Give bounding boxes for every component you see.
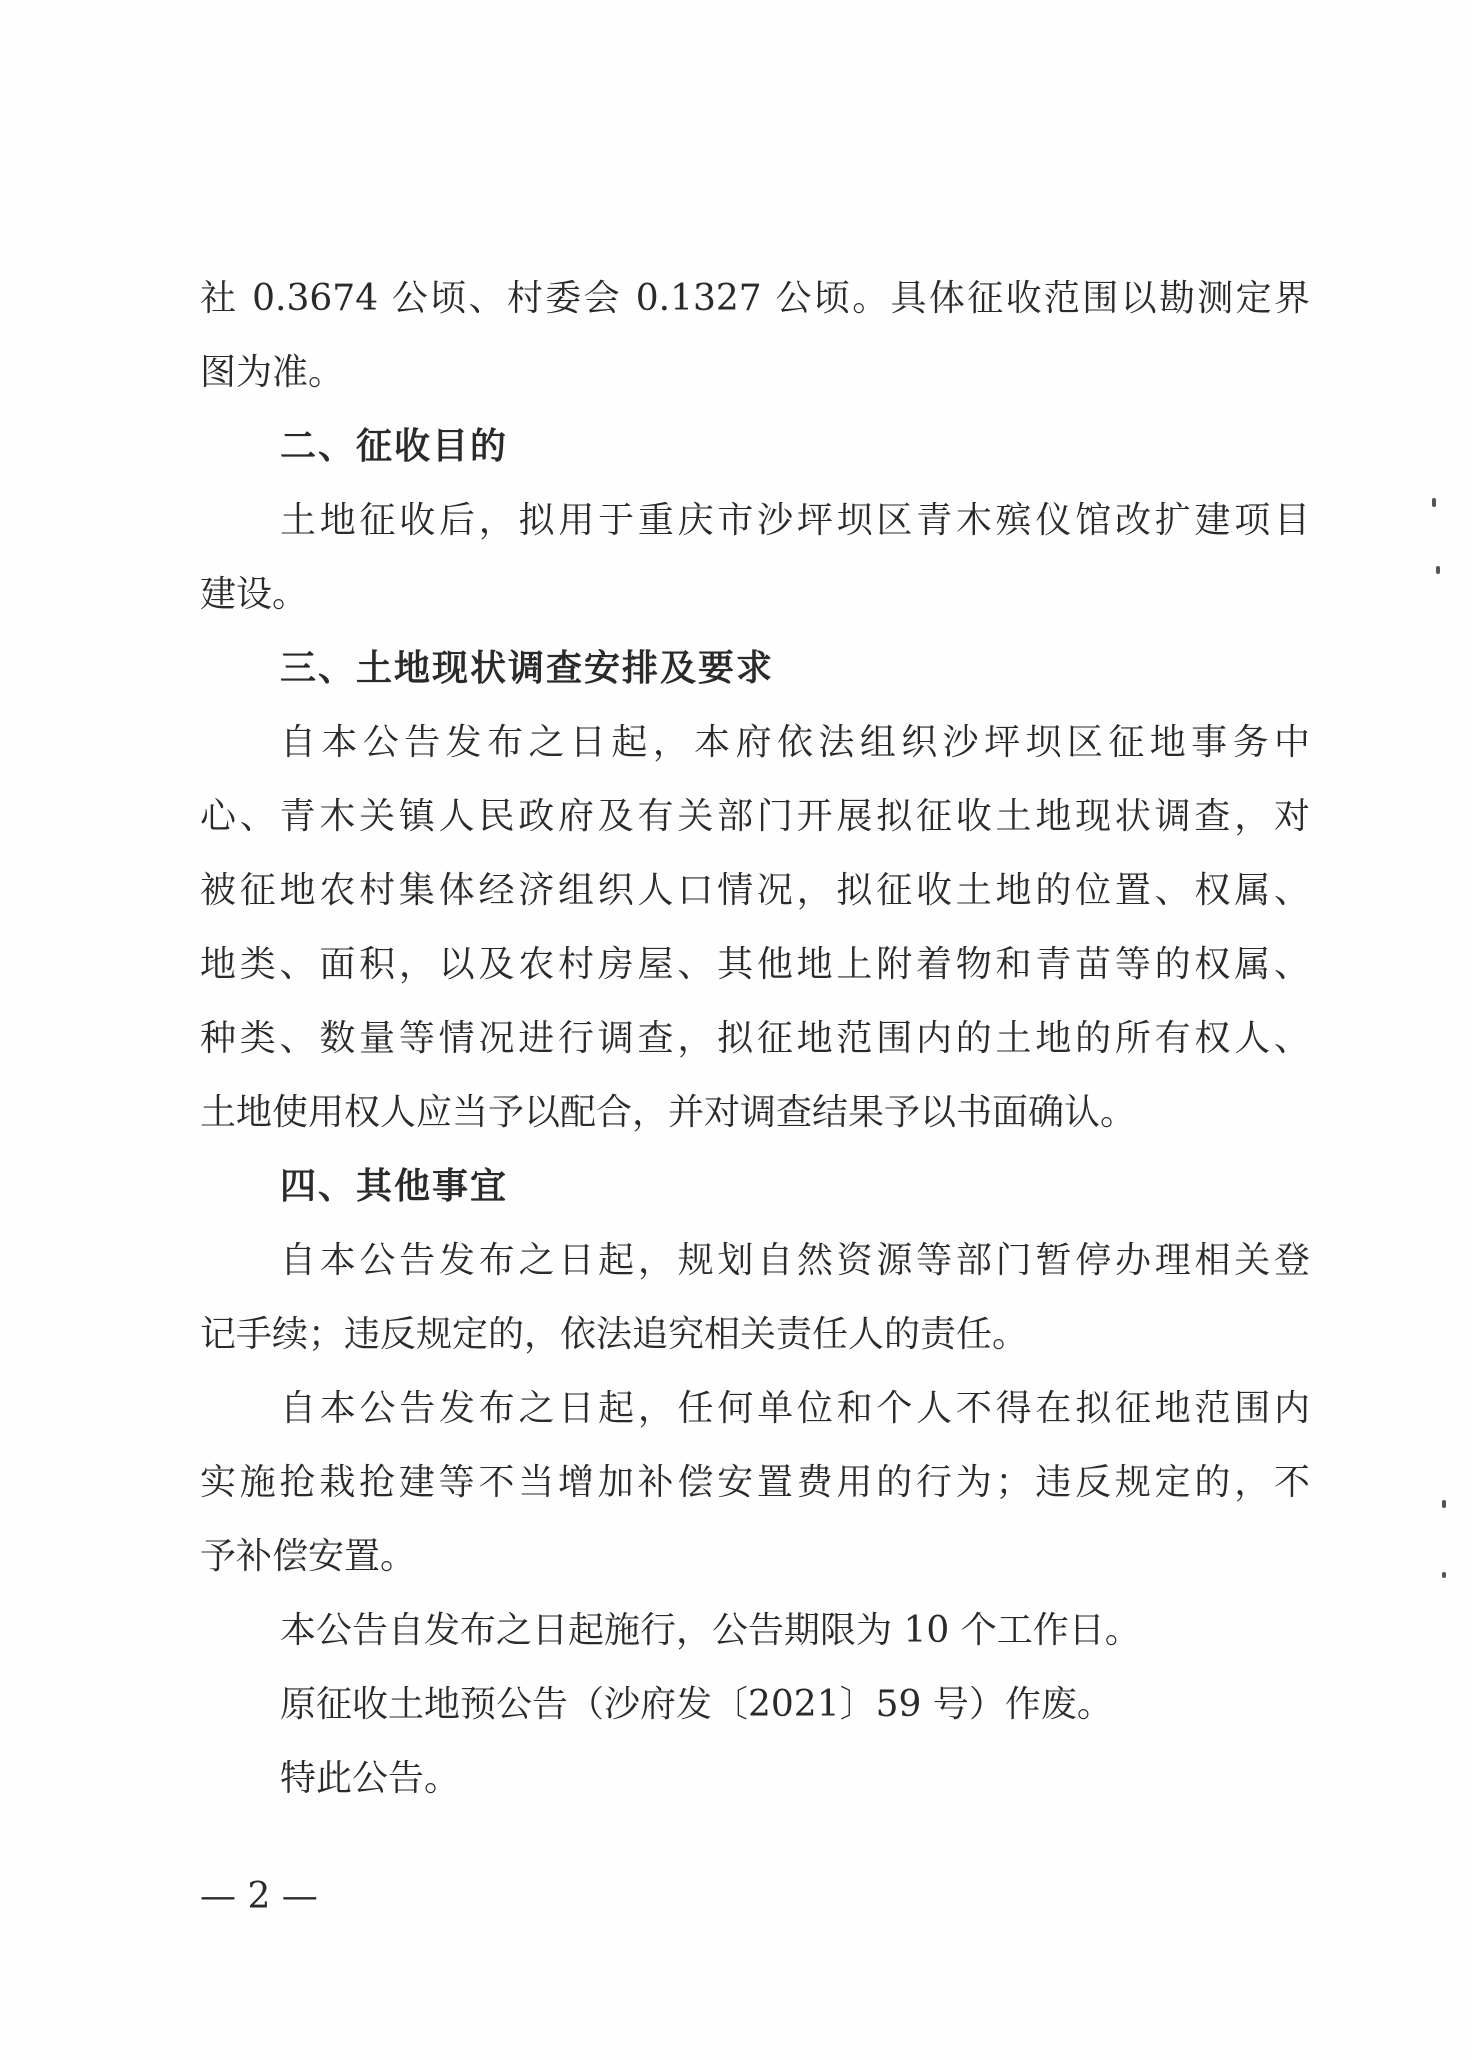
- paragraph-line: 土地征收后，拟用于重庆市沙坪坝区青木殡仪馆改扩建项目: [280, 500, 1310, 541]
- paragraph-line: 予补偿安置。: [200, 1536, 417, 1577]
- paragraph-line: 社 0.3674 公顷、村委会 0.1327 公顷。具体征收范围以勘测定界: [200, 278, 1310, 319]
- paragraph-line: 自本公告发布之日起，任何单位和个人不得在拟征地范围内: [280, 1388, 1310, 1429]
- paragraph-line: 被征地农村集体经济组织人口情况，拟征收土地的位置、权属、: [200, 870, 1310, 911]
- section-heading: 二、征收目的: [280, 426, 509, 467]
- scan-mark: [1442, 1572, 1446, 1578]
- document-body: [200, 262, 1310, 1816]
- paragraph-line: 特此公告。: [280, 1758, 461, 1799]
- paragraph-line: 本公告自发布之日起施行，公告期限为 10 个工作日。: [280, 1610, 1141, 1651]
- paragraph-line: 建设。: [200, 574, 309, 615]
- paragraph-line: 地类、面积，以及农村房屋、其他地上附着物和青苗等的权属、: [200, 944, 1310, 985]
- section-heading: 三、土地现状调查安排及要求: [280, 648, 775, 689]
- paragraph-line: 种类、数量等情况进行调查，拟征地范围内的土地的所有权人、: [200, 1018, 1310, 1059]
- scan-mark: [1442, 1500, 1446, 1508]
- section-heading: 四、其他事宜: [280, 1166, 509, 1207]
- page-number: — 2 —: [200, 1876, 318, 1917]
- paragraph-line: 土地使用权人应当予以配合，并对调查结果予以书面确认。: [200, 1092, 1137, 1133]
- paragraph-line: 心、青木关镇人民政府及有关部门开展拟征收土地现状调查，对: [200, 796, 1310, 837]
- paragraph-line: 原征收土地预公告（沙府发〔2021〕59 号）作废。: [280, 1684, 1113, 1725]
- paragraph-line: 自本公告发布之日起，规划自然资源等部门暂停办理相关登: [280, 1240, 1310, 1281]
- paragraph-line: 图为准。: [200, 352, 345, 393]
- scan-mark: [1436, 566, 1440, 574]
- scan-mark: [1432, 498, 1436, 507]
- paragraph-line: 记手续；违反规定的，依法追究相关责任人的责任。: [200, 1314, 1029, 1355]
- paragraph-line: 自本公告发布之日起，本府依法组织沙坪坝区征地事务中: [280, 722, 1310, 763]
- paragraph-line: 实施抢栽抢建等不当增加补偿安置费用的行为；违反规定的，不: [200, 1462, 1310, 1503]
